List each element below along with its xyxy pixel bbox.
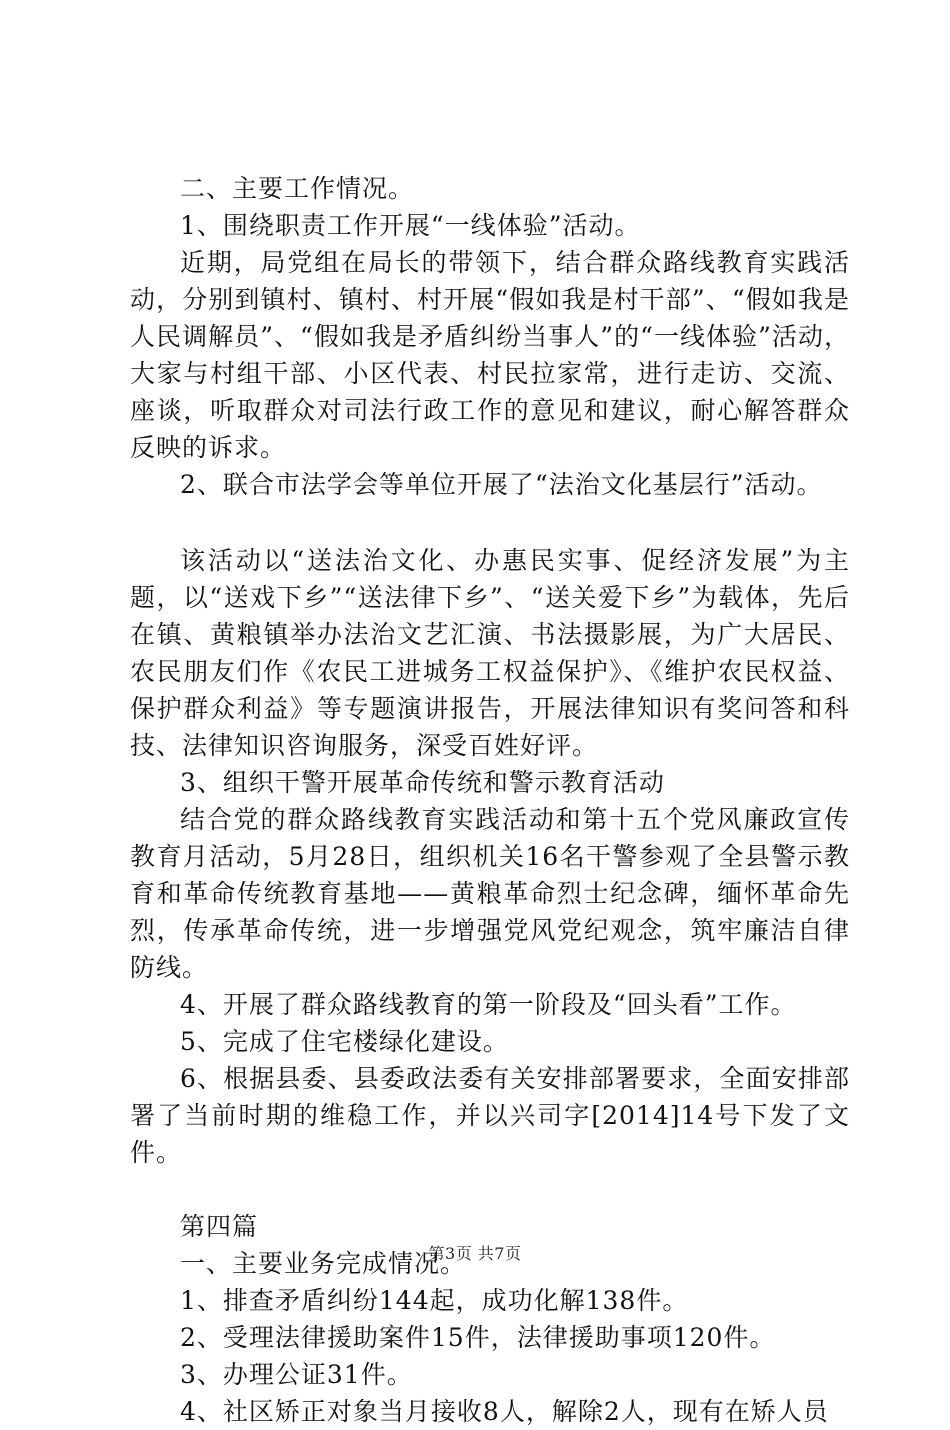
list-item: 2、受理法律援助案件15件，法律援助事项120件。 — [180, 1323, 776, 1352]
list-item: 1、排查矛盾纠纷144起，成功化解138件。 — [180, 1286, 689, 1315]
paragraph-spacer — [130, 1171, 850, 1208]
chapter-title: 第四篇 — [180, 1212, 259, 1241]
body-paragraph: 该活动以“送法治文化、办惠民实事、促经济发展”为主题，以“送戏下乡”“送法律下乡”、“送关爱下乡”为载体，先后在镇、黄粮镇举办法治文艺汇演、书法摄影展，为广大居民、农民朋友们作《农民工进城务工权益保护》、《维护农民权益、保护群众利益》等专题演讲报告，开展法律知识有奖问答和科技、法律知识咨询服务，深受百姓好评。 — [130, 546, 850, 760]
item-heading: 5、完成了住宅楼绿化建设。 — [180, 1027, 509, 1056]
body-paragraph: 近期，局党组在局长的带领下，结合群众路线教育实践活动，分别到镇村、镇村、村开展“假如我是村干部”、“假如我是人民调解员”、“假如我是矛盾纠纷当事人”的“一线体验”活动，大家与村组干部、小区代表、村民拉家常，进行走访、交流、座谈，听取群众对司法行政工作的意见和建议，耐心解答群众反映的诉求。 — [130, 248, 850, 462]
body-paragraph: 6、根据县委、县委政法委有关安排部署要求，全面安排部署了当前时期的维稳工作，并以兴司字[2014]14号下发了文件。 — [130, 1064, 850, 1167]
paragraph-spacer — [130, 503, 850, 542]
list-item: 4、社区矫正对象当月接收8人，解除2人，现有在矫人员 — [180, 1397, 829, 1426]
item-heading: 4、开展了群众路线教育的第一阶段及“回头看”工作。 — [180, 990, 797, 1019]
section-heading: 一、主要业务完成情况。 — [180, 1249, 467, 1278]
list-item: 3、办理公证31件。 — [180, 1360, 413, 1389]
page-number-footer: 第3页 共7页 — [428, 1244, 522, 1263]
section-heading: 二、主要工作情况。 — [180, 174, 415, 203]
item-heading: 2、联合市法学会等单位开展了“法治文化基层行”活动。 — [180, 470, 823, 499]
item-heading: 1、围绕职责工作开展“一线体验”活动。 — [180, 211, 641, 240]
item-heading: 3、组织干警开展革命传统和警示教育活动 — [180, 768, 665, 797]
body-paragraph: 结合党的群众路线教育实践活动和第十五个党风廉政宣传教育月活动，5月28日，组织机关16名干警参观了全县警示教育和革命传统教育基地——黄粮革命烈士纪念碑，缅怀革命先烈，传承革命传统，进一步增强党风党纪观念，筑牢廉洁自律防线。 — [130, 805, 850, 982]
